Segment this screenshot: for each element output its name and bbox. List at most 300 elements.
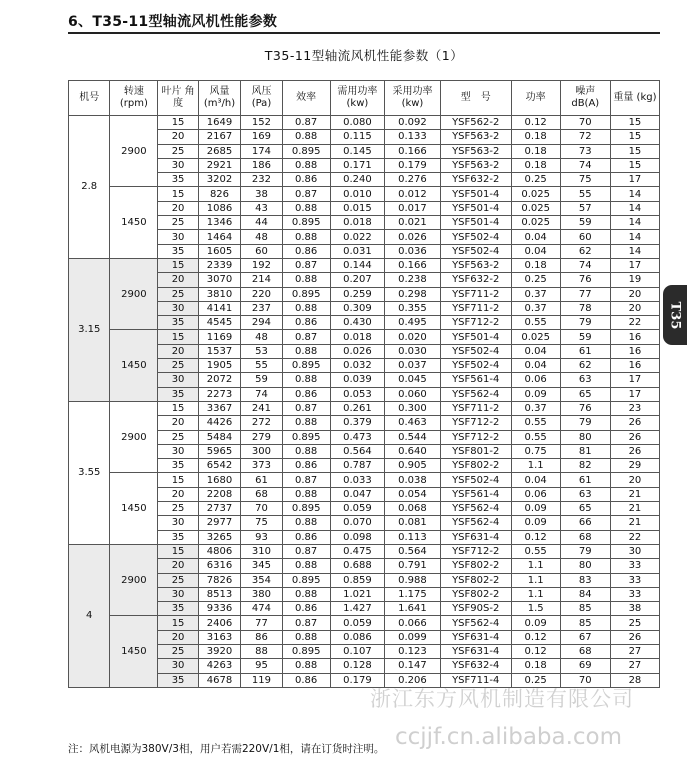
required-power-cell: 0.859 (330, 573, 385, 587)
blade-angle-cell: 35 (158, 459, 198, 473)
weight-cell: 17 (610, 173, 659, 187)
airflow-cell: 4678 (198, 673, 241, 687)
motor-model-cell: YSF502-4 (440, 359, 511, 373)
motor-power-cell: 0.18 (511, 144, 560, 158)
efficiency-cell: 0.87 (282, 258, 330, 272)
blade-angle-cell: 25 (158, 573, 198, 587)
motor-power-cell: 0.55 (511, 544, 560, 558)
motor-power-cell: 0.06 (511, 373, 560, 387)
motor-power-cell: 1.1 (511, 559, 560, 573)
weight-cell: 21 (610, 487, 659, 501)
weight-cell: 27 (610, 644, 659, 658)
motor-model-cell: YSF802-2 (440, 573, 511, 587)
required-power-cell: 0.564 (330, 444, 385, 458)
required-power-cell: 0.430 (330, 316, 385, 330)
motor-model-cell: YSF712-2 (440, 544, 511, 558)
motor-power-cell: 0.12 (511, 530, 560, 544)
weight-cell: 26 (610, 430, 659, 444)
efficiency-cell: 0.86 (282, 387, 330, 401)
header-weight: 重量 (kg) (610, 81, 659, 116)
airflow-cell: 2339 (198, 258, 241, 272)
noise-cell: 70 (560, 116, 610, 130)
required-power-cell: 0.070 (330, 516, 385, 530)
airflow-cell: 3810 (198, 287, 241, 301)
noise-cell: 85 (560, 616, 610, 630)
airflow-cell: 7826 (198, 573, 241, 587)
airflow-cell: 2737 (198, 502, 241, 516)
weight-cell: 29 (610, 459, 659, 473)
efficiency-cell: 0.88 (282, 301, 330, 315)
blade-angle-cell: 15 (158, 616, 198, 630)
pressure-cell: 38 (241, 187, 282, 201)
table-row (69, 587, 660, 601)
pressure-cell: 68 (241, 487, 282, 501)
required-power-cell: 0.018 (330, 216, 385, 230)
blade-angle-cell: 30 (158, 301, 198, 315)
pressure-cell: 174 (241, 144, 282, 158)
weight-cell: 16 (610, 330, 659, 344)
pressure-cell: 474 (241, 602, 282, 616)
motor-model-cell: YSF711-2 (440, 401, 511, 415)
motor-power-cell: 0.04 (511, 359, 560, 373)
efficiency-cell: 0.86 (282, 173, 330, 187)
adopted-power-cell: 0.017 (385, 201, 441, 215)
table-row (69, 459, 660, 473)
adopted-power-cell: 0.179 (385, 158, 441, 172)
table-row (69, 130, 660, 144)
pressure-cell: 241 (241, 401, 282, 415)
pressure-cell: 345 (241, 559, 282, 573)
motor-power-cell: 1.1 (511, 573, 560, 587)
adopted-power-cell: 0.495 (385, 316, 441, 330)
airflow-cell: 4806 (198, 544, 241, 558)
motor-power-cell: 0.04 (511, 344, 560, 358)
footnote: 注：风机电源为380V/3相，用户若需220V/1相，请在订货时注明。 (68, 743, 385, 755)
required-power-cell: 0.379 (330, 416, 385, 430)
motor-model-cell: YSF90S-2 (440, 602, 511, 616)
noise-cell: 72 (560, 130, 610, 144)
speed-cell: 1450 (110, 187, 158, 258)
motor-power-cell: 0.12 (511, 630, 560, 644)
noise-cell: 59 (560, 216, 610, 230)
required-power-cell: 1.427 (330, 602, 385, 616)
pressure-cell: 43 (241, 201, 282, 215)
motor-power-cell: 1.5 (511, 602, 560, 616)
table-row (69, 602, 660, 616)
weight-cell: 33 (610, 587, 659, 601)
motor-model-cell: YSF802-2 (440, 587, 511, 601)
adopted-power-cell: 0.166 (385, 258, 441, 272)
watermark-company: 浙江东方风机制造有限公司 (370, 687, 634, 711)
adopted-power-cell: 0.021 (385, 216, 441, 230)
table-row (69, 301, 660, 315)
efficiency-cell: 0.895 (282, 287, 330, 301)
adopted-power-cell: 0.068 (385, 502, 441, 516)
airflow-cell: 2685 (198, 144, 241, 158)
noise-cell: 79 (560, 316, 610, 330)
motor-power-cell: 0.25 (511, 173, 560, 187)
noise-cell: 74 (560, 158, 610, 172)
table-body (69, 116, 660, 688)
required-power-cell: 0.032 (330, 359, 385, 373)
weight-cell: 21 (610, 502, 659, 516)
motor-model-cell: YSF712-2 (440, 316, 511, 330)
table-row (69, 344, 660, 358)
watermark-url: ccjjf.cn.alibaba.com (395, 724, 623, 750)
pressure-cell: 61 (241, 473, 282, 487)
weight-cell: 17 (610, 387, 659, 401)
noise-cell: 79 (560, 416, 610, 430)
speed-cell: 2900 (110, 401, 158, 472)
motor-power-cell: 0.025 (511, 330, 560, 344)
noise-cell: 80 (560, 559, 610, 573)
table-row (69, 373, 660, 387)
motor-model-cell: YSF502-4 (440, 244, 511, 258)
table-row (69, 173, 660, 187)
weight-cell: 30 (610, 544, 659, 558)
motor-power-cell: 1.1 (511, 587, 560, 601)
required-power-cell: 0.098 (330, 530, 385, 544)
motor-model-cell: YSF562-4 (440, 387, 511, 401)
pressure-cell: 77 (241, 616, 282, 630)
table-row (69, 544, 660, 558)
required-power-cell: 0.240 (330, 173, 385, 187)
table-row (69, 244, 660, 258)
airflow-cell: 2072 (198, 373, 241, 387)
header-pressure: 风压 (Pa) (241, 81, 282, 116)
motor-model-cell: YSF502-4 (440, 473, 511, 487)
required-power-cell: 0.171 (330, 158, 385, 172)
motor-model-cell: YSF563-2 (440, 130, 511, 144)
airflow-cell: 5965 (198, 444, 241, 458)
pressure-cell: 55 (241, 359, 282, 373)
required-power-cell: 0.145 (330, 144, 385, 158)
weight-cell: 26 (610, 416, 659, 430)
pressure-cell: 53 (241, 344, 282, 358)
motor-power-cell: 0.18 (511, 158, 560, 172)
pressure-cell: 279 (241, 430, 282, 444)
speed-cell: 1450 (110, 330, 158, 401)
blade-angle-cell: 15 (158, 544, 198, 558)
header-efficiency: 效率 (282, 81, 330, 116)
airflow-cell: 2921 (198, 158, 241, 172)
blade-angle-cell: 25 (158, 430, 198, 444)
motor-power-cell: 0.04 (511, 230, 560, 244)
table-row (69, 316, 660, 330)
adopted-power-cell: 0.054 (385, 487, 441, 501)
motor-power-cell: 0.09 (511, 502, 560, 516)
blade-angle-cell: 15 (158, 116, 198, 130)
adopted-power-cell: 0.092 (385, 116, 441, 130)
pressure-cell: 300 (241, 444, 282, 458)
performance-table (68, 80, 660, 688)
airflow-cell: 4545 (198, 316, 241, 330)
blade-angle-cell: 25 (158, 216, 198, 230)
blade-angle-cell: 20 (158, 201, 198, 215)
weight-cell: 14 (610, 187, 659, 201)
noise-cell: 84 (560, 587, 610, 601)
header-blade-angle: 叶片 角度 (158, 81, 198, 116)
motor-model-cell: YSF563-2 (440, 158, 511, 172)
required-power-cell: 0.261 (330, 401, 385, 415)
side-tab-t35[interactable] (663, 285, 687, 345)
noise-cell: 65 (560, 502, 610, 516)
header-model-no: 机号 (69, 81, 110, 116)
pressure-cell: 354 (241, 573, 282, 587)
table-row (69, 401, 660, 415)
weight-cell: 20 (610, 301, 659, 315)
blade-angle-cell: 30 (158, 659, 198, 673)
blade-angle-cell: 35 (158, 244, 198, 258)
pressure-cell: 152 (241, 116, 282, 130)
adopted-power-cell: 0.113 (385, 530, 441, 544)
table-row (69, 473, 660, 487)
blade-angle-cell: 30 (158, 587, 198, 601)
blade-angle-cell: 30 (158, 373, 198, 387)
weight-cell: 17 (610, 373, 659, 387)
weight-cell: 14 (610, 244, 659, 258)
airflow-cell: 3202 (198, 173, 241, 187)
pressure-cell: 48 (241, 330, 282, 344)
motor-power-cell: 0.09 (511, 516, 560, 530)
motor-model-cell: YSF501-4 (440, 330, 511, 344)
pressure-cell: 169 (241, 130, 282, 144)
table-row (69, 387, 660, 401)
pressure-cell: 214 (241, 273, 282, 287)
motor-model-cell: YSF562-4 (440, 516, 511, 530)
efficiency-cell: 0.88 (282, 416, 330, 430)
weight-cell: 15 (610, 158, 659, 172)
blade-angle-cell: 25 (158, 359, 198, 373)
airflow-cell: 2406 (198, 616, 241, 630)
weight-cell: 28 (610, 673, 659, 687)
efficiency-cell: 0.86 (282, 316, 330, 330)
weight-cell: 33 (610, 573, 659, 587)
motor-model-cell: YSF711-2 (440, 301, 511, 315)
weight-cell: 20 (610, 287, 659, 301)
motor-power-cell: 0.18 (511, 659, 560, 673)
adopted-power-cell: 0.060 (385, 387, 441, 401)
table-row (69, 430, 660, 444)
noise-cell: 85 (560, 602, 610, 616)
airflow-cell: 1905 (198, 359, 241, 373)
airflow-cell: 6542 (198, 459, 241, 473)
blade-angle-cell: 35 (158, 316, 198, 330)
motor-power-cell: 0.55 (511, 430, 560, 444)
adopted-power-cell: 0.012 (385, 187, 441, 201)
adopted-power-cell: 0.045 (385, 373, 441, 387)
motor-model-cell: YSF632-4 (440, 659, 511, 673)
motor-model-cell: YSF712-2 (440, 416, 511, 430)
airflow-cell: 3163 (198, 630, 241, 644)
adopted-power-cell: 1.641 (385, 602, 441, 616)
blade-angle-cell: 30 (158, 444, 198, 458)
efficiency-cell: 0.88 (282, 630, 330, 644)
model-number-cell: 2.8 (69, 116, 110, 259)
airflow-cell: 1649 (198, 116, 241, 130)
noise-cell: 70 (560, 673, 610, 687)
motor-model-cell: YSF802-2 (440, 559, 511, 573)
pressure-cell: 75 (241, 516, 282, 530)
required-power-cell: 0.107 (330, 644, 385, 658)
header-noise: 噪声 dB(A) (560, 81, 610, 116)
adopted-power-cell: 0.640 (385, 444, 441, 458)
motor-power-cell: 0.025 (511, 216, 560, 230)
airflow-cell: 1346 (198, 216, 241, 230)
efficiency-cell: 0.88 (282, 659, 330, 673)
header-adopted-power: 采用功率 (kw) (385, 81, 441, 116)
blade-angle-cell: 20 (158, 416, 198, 430)
required-power-cell: 0.033 (330, 473, 385, 487)
airflow-cell: 5484 (198, 430, 241, 444)
airflow-cell: 1680 (198, 473, 241, 487)
motor-power-cell: 0.18 (511, 258, 560, 272)
weight-cell: 14 (610, 216, 659, 230)
table-row (69, 444, 660, 458)
motor-model-cell: YSF561-4 (440, 373, 511, 387)
weight-cell: 26 (610, 630, 659, 644)
motor-model-cell: YSF631-4 (440, 644, 511, 658)
adopted-power-cell: 0.020 (385, 330, 441, 344)
header-speed: 转速 (rpm) (110, 81, 158, 116)
adopted-power-cell: 0.066 (385, 616, 441, 630)
motor-model-cell: YSF561-4 (440, 487, 511, 501)
efficiency-cell: 0.88 (282, 373, 330, 387)
airflow-cell: 9336 (198, 602, 241, 616)
blade-angle-cell: 15 (158, 473, 198, 487)
required-power-cell: 0.059 (330, 616, 385, 630)
pressure-cell: 86 (241, 630, 282, 644)
efficiency-cell: 0.88 (282, 516, 330, 530)
adopted-power-cell: 0.276 (385, 173, 441, 187)
motor-model-cell: YSF502-4 (440, 344, 511, 358)
table-row (69, 616, 660, 630)
required-power-cell: 0.128 (330, 659, 385, 673)
efficiency-cell: 0.86 (282, 244, 330, 258)
efficiency-cell: 0.88 (282, 230, 330, 244)
blade-angle-cell: 15 (158, 187, 198, 201)
motor-model-cell: YSF562-4 (440, 616, 511, 630)
weight-cell: 26 (610, 444, 659, 458)
blade-angle-cell: 20 (158, 630, 198, 644)
weight-cell: 17 (610, 258, 659, 272)
weight-cell: 15 (610, 116, 659, 130)
table-row (69, 359, 660, 373)
weight-cell: 22 (610, 316, 659, 330)
blade-angle-cell: 30 (158, 230, 198, 244)
airflow-cell: 3265 (198, 530, 241, 544)
blade-angle-cell: 20 (158, 559, 198, 573)
efficiency-cell: 0.88 (282, 130, 330, 144)
efficiency-cell: 0.86 (282, 459, 330, 473)
adopted-power-cell: 0.791 (385, 559, 441, 573)
blade-angle-cell: 35 (158, 673, 198, 687)
motor-model-cell: YSF562-2 (440, 116, 511, 130)
motor-power-cell: 0.37 (511, 287, 560, 301)
pressure-cell: 119 (241, 673, 282, 687)
header-airflow: 风量 (m³/h) (198, 81, 241, 116)
motor-model-cell: YSF802-2 (440, 459, 511, 473)
motor-power-cell: 0.75 (511, 444, 560, 458)
speed-cell: 2900 (110, 258, 158, 329)
airflow-cell: 3070 (198, 273, 241, 287)
motor-power-cell: 0.37 (511, 401, 560, 415)
efficiency-cell: 0.88 (282, 201, 330, 215)
table-row (69, 502, 660, 516)
airflow-cell: 4141 (198, 301, 241, 315)
noise-cell: 57 (560, 201, 610, 215)
table-row (69, 144, 660, 158)
adopted-power-cell: 0.036 (385, 244, 441, 258)
required-power-cell: 0.086 (330, 630, 385, 644)
speed-cell: 2900 (110, 544, 158, 615)
pressure-cell: 373 (241, 459, 282, 473)
table-row (69, 416, 660, 430)
table-row (69, 330, 660, 344)
adopted-power-cell: 1.175 (385, 587, 441, 601)
weight-cell: 25 (610, 616, 659, 630)
airflow-cell: 1169 (198, 330, 241, 344)
noise-cell: 76 (560, 401, 610, 415)
motor-model-cell: YSF632-2 (440, 273, 511, 287)
efficiency-cell: 0.895 (282, 359, 330, 373)
weight-cell: 14 (610, 201, 659, 215)
noise-cell: 63 (560, 487, 610, 501)
efficiency-cell: 0.895 (282, 502, 330, 516)
noise-cell: 61 (560, 344, 610, 358)
model-number-cell: 4 (69, 544, 110, 687)
table-row (69, 216, 660, 230)
required-power-cell: 0.047 (330, 487, 385, 501)
pressure-cell: 88 (241, 644, 282, 658)
required-power-cell: 0.259 (330, 287, 385, 301)
weight-cell: 20 (610, 473, 659, 487)
adopted-power-cell: 0.123 (385, 644, 441, 658)
blade-angle-cell: 20 (158, 273, 198, 287)
noise-cell: 62 (560, 359, 610, 373)
blade-angle-cell: 15 (158, 330, 198, 344)
pressure-cell: 93 (241, 530, 282, 544)
table-row (69, 116, 660, 130)
motor-power-cell: 0.37 (511, 301, 560, 315)
motor-model-cell: YSF563-2 (440, 258, 511, 272)
header-motor-model: 型 号 (440, 81, 511, 116)
required-power-cell: 0.026 (330, 344, 385, 358)
table-row (69, 530, 660, 544)
motor-power-cell: 0.25 (511, 673, 560, 687)
table-row (69, 258, 660, 272)
blade-angle-cell: 25 (158, 287, 198, 301)
header-motor-power: 功率 (511, 81, 560, 116)
table-row (69, 158, 660, 172)
title-divider (68, 32, 660, 34)
noise-cell: 60 (560, 230, 610, 244)
required-power-cell: 0.787 (330, 459, 385, 473)
table-row (69, 487, 660, 501)
speed-cell: 1450 (110, 473, 158, 544)
blade-angle-cell: 30 (158, 158, 198, 172)
table-row (69, 187, 660, 201)
airflow-cell: 2167 (198, 130, 241, 144)
efficiency-cell: 0.88 (282, 158, 330, 172)
required-power-cell: 0.015 (330, 201, 385, 215)
motor-model-cell: YSF501-4 (440, 187, 511, 201)
required-power-cell: 0.031 (330, 244, 385, 258)
airflow-cell: 826 (198, 187, 241, 201)
efficiency-cell: 0.88 (282, 487, 330, 501)
pressure-cell: 95 (241, 659, 282, 673)
adopted-power-cell: 0.030 (385, 344, 441, 358)
